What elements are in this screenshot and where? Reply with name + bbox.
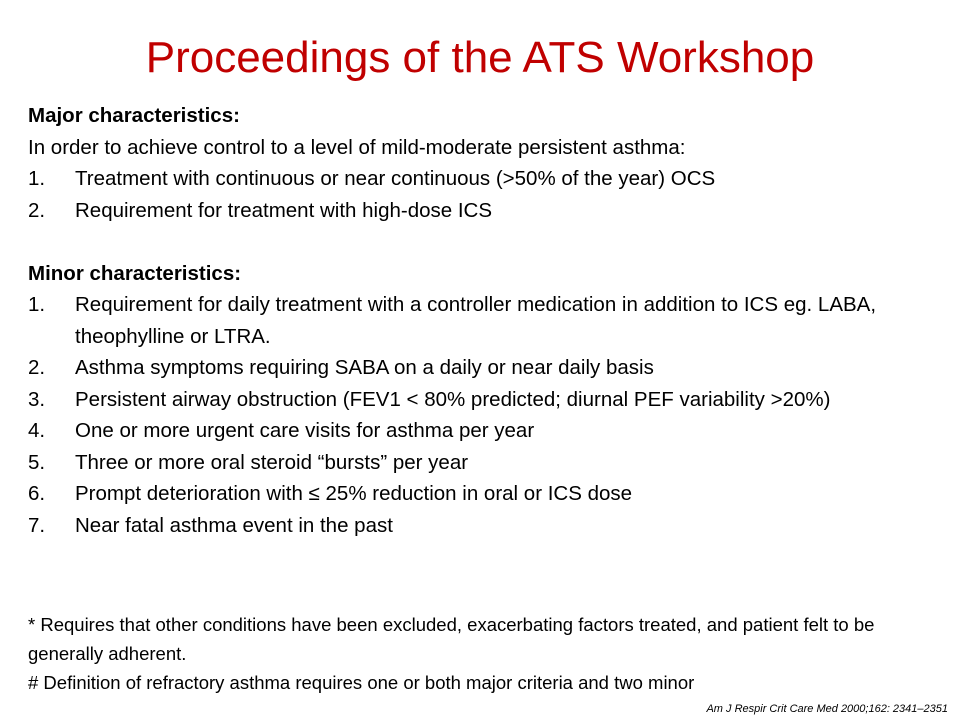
minor-item (28, 289, 938, 352)
list-number: 6. (28, 482, 46, 505)
list-number: 5. (28, 450, 46, 474)
minor-item (28, 352, 938, 384)
list-text: Requirement for treatment with high-dose ICS (75, 198, 493, 222)
minor-list (28, 289, 938, 541)
list-number: 2. (28, 356, 46, 379)
minor-heading: Minor characteristics: (28, 261, 242, 285)
list-number: 4. (28, 419, 46, 442)
list-text: Three or more oral steroid “bursts” per year (75, 450, 469, 474)
major-list (28, 163, 938, 226)
slide-body (28, 100, 938, 541)
list-text: Asthma symptoms requiring SABA on a daily or near daily basis (75, 356, 654, 379)
footnote-hash: # Definition of refractory asthma requires one or both major criteria and two minor (28, 672, 695, 693)
list-number: 3. (28, 387, 46, 411)
spacer (28, 226, 938, 258)
minor-item (28, 510, 938, 542)
major-item (28, 163, 938, 195)
footnotes (28, 610, 928, 697)
citation: Am J Respir Crit Care Med 2000;162: 2341–2351 (706, 703, 948, 715)
minor-item (28, 478, 938, 510)
list-text: Near fatal asthma event in the past (75, 513, 393, 537)
major-heading: Major characteristics: (28, 104, 240, 127)
minor-item (28, 384, 938, 416)
list-number: 2. (28, 198, 46, 222)
footnote-star: * Requires that other conditions have been excluded, exacerbating factors treated, and patient felt to be generally adherent. (28, 614, 875, 664)
list-number: 1. (28, 293, 46, 316)
list-text: Treatment with continuous or near continuous (>50% of the year) OCS (75, 167, 716, 190)
slide-title: Proceedings of the ATS Workshop (145, 33, 815, 82)
minor-item (28, 447, 938, 479)
major-item (28, 195, 938, 227)
list-text: One or more urgent care visits for asthma per year (75, 419, 535, 442)
minor-item (28, 415, 938, 447)
list-number: 1. (28, 167, 46, 190)
list-number: 7. (28, 513, 46, 537)
list-text: Prompt deterioration with ≤ 25% reduction in oral or ICS dose (75, 482, 633, 505)
major-intro: In order to achieve control to a level of mild-moderate persistent asthma: (28, 135, 686, 159)
list-text: Persistent airway obstruction (FEV1 < 80% predicted; diurnal PEF variability >20%) (75, 387, 831, 411)
list-text: Requirement for daily treatment with a controller medication in addition to ICS eg. LABA, theophylline or LTRA. (75, 293, 877, 348)
